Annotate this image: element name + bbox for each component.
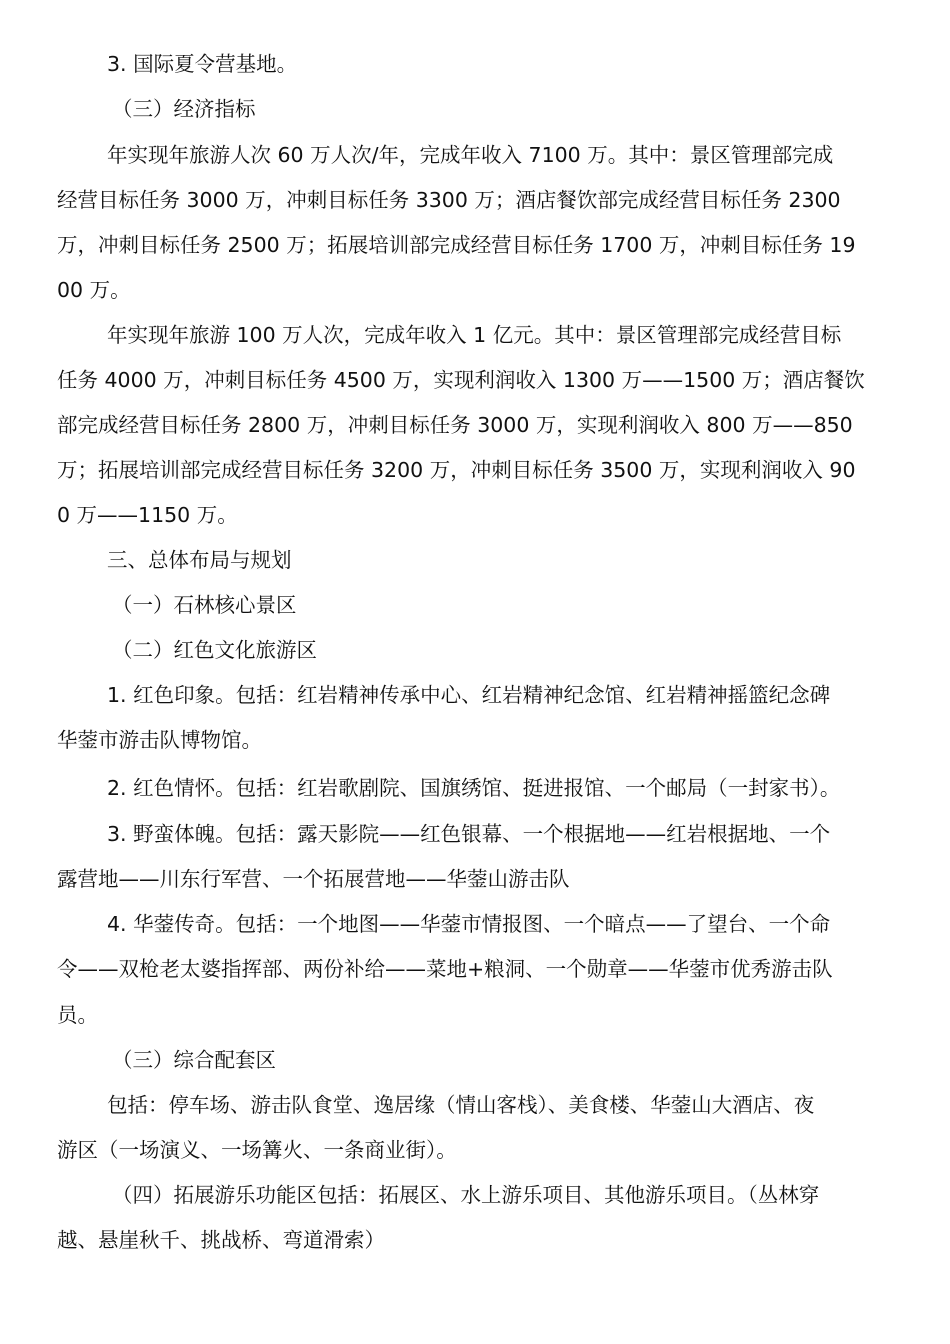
section-heading-economic-indicators: （三）经济指标 — [112, 97, 256, 121]
paragraph-line: 2. 红色情怀。包括：红岩歌剧院、国旗绣馆、挺进报馆、一个邮局（一封家书）。 — [107, 776, 841, 800]
paragraph-line: 华蓥市游击队博物馆。 — [57, 728, 262, 752]
paragraph-line: 0 万——1150 万。 — [57, 503, 238, 527]
paragraph-line: 越、悬崖秋千、挑战桥、弯道滑索） — [57, 1228, 385, 1252]
list-item-summer-camp: 3. 国际夏令营基地。 — [107, 52, 298, 76]
section-heading-overall-layout: 三、总体布局与规划 — [107, 548, 292, 572]
paragraph-line: 年实现年旅游人次 60 万人次/年，完成年收入 7100 万。其中：景区管理部完成 — [107, 143, 834, 167]
subsection-heading-stone-forest: （一）石林核心景区 — [112, 593, 297, 617]
paragraph-line: 4. 华蓥传奇。包括：一个地图——华蓥市情报图、一个暗点——了望台、一个命 — [107, 912, 831, 936]
paragraph-line: 令——双枪老太婆指挥部、两份补给——菜地+粮洞、一个勋章——华蓥市优秀游击队 — [57, 957, 833, 981]
subsection-heading-recreation-area: （四）拓展游乐功能区包括：拓展区、水上游乐项目、其他游乐项目。（丛林穿 — [112, 1183, 820, 1207]
paragraph-line: 包括：停车场、游击队食堂、逸居缘（情山客栈）、美食楼、华蓥山大酒店、夜 — [107, 1093, 815, 1117]
paragraph-line: 3. 野蛮体魄。包括：露天影院——红色银幕、一个根据地——红岩根据地、一个 — [107, 822, 831, 846]
paragraph-line: 00 万。 — [57, 278, 131, 302]
subsection-heading-red-culture: （二）红色文化旅游区 — [112, 638, 317, 662]
paragraph-line: 年实现年旅游 100 万人次，完成年收入 1 亿元。其中：景区管理部完成经营目标 — [107, 323, 842, 347]
paragraph-line: 万；拓展培训部完成经营目标任务 3200 万，冲刺目标任务 3500 万，实现利润收入 90 — [57, 458, 856, 482]
subsection-heading-supporting-area: （三）综合配套区 — [112, 1048, 276, 1072]
paragraph-line: 万，冲刺目标任务 2500 万；拓展培训部完成经营目标任务 1700 万，冲刺目标任务 19 — [57, 233, 856, 257]
paragraph-line: 任务 4000 万，冲刺目标任务 4500 万，实现利润收入 1300 万——1500 万；酒店餐饮 — [57, 368, 865, 392]
paragraph-line: 露营地——川东行军营、一个拓展营地——华蓥山游击队 — [57, 867, 570, 891]
paragraph-line: 员。 — [57, 1003, 98, 1027]
paragraph-line: 经营目标任务 3000 万，冲刺目标任务 3300 万；酒店餐饮部完成经营目标任务 2300 — [57, 188, 841, 212]
paragraph-line: 部完成经营目标任务 2800 万，冲刺目标任务 3000 万，实现利润收入 800 万——850 — [57, 413, 853, 437]
paragraph-line: 游区（一场演义、一场篝火、一条商业街）。 — [57, 1138, 457, 1162]
paragraph-line: 1. 红色印象。包括：红岩精神传承中心、红岩精神纪念馆、红岩精神摇篮纪念碑 — [107, 683, 831, 707]
